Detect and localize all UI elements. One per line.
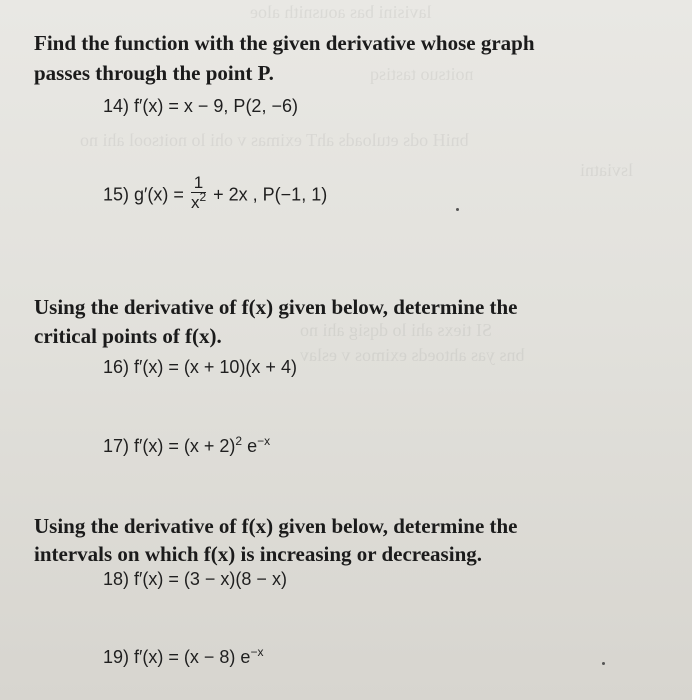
exponential-base: e bbox=[242, 436, 258, 456]
section1-heading-line2: passes through the point P. bbox=[34, 61, 274, 85]
section3-heading-line1: Using the derivative of f(x) given below, determine the bbox=[34, 514, 518, 538]
problem-number: 17) bbox=[103, 436, 130, 456]
problem-18 bbox=[103, 569, 287, 590]
problem-expression: f′(x) = (3 − x)(8 − x) bbox=[134, 569, 287, 589]
problem-16 bbox=[103, 357, 297, 378]
problem-number: 15) bbox=[103, 184, 130, 205]
problem-17 bbox=[103, 436, 270, 457]
exponent: −x bbox=[257, 434, 271, 448]
paper-speck bbox=[456, 208, 459, 211]
bleed-through-text: lsviatni bbox=[580, 160, 633, 180]
denominator-base: x bbox=[190, 193, 200, 212]
problem-expression: f′(x) = (x + 10)(x + 4) bbox=[134, 357, 297, 377]
problem-number: 14) bbox=[103, 96, 130, 116]
problem-number: 18) bbox=[103, 569, 130, 589]
problem-expression-lhs: f′(x) = (x − 8) e bbox=[134, 647, 251, 667]
problem-number: 19) bbox=[103, 647, 130, 667]
bleed-through-text: lavisini bas aousnith aloe bbox=[250, 2, 432, 22]
bleed-through-text: noitsuo tastisq bbox=[370, 64, 474, 84]
paper-speck bbox=[602, 662, 605, 665]
denominator-exponent: 2 bbox=[199, 190, 207, 204]
problem-number: 16) bbox=[103, 357, 130, 377]
exponent: −x bbox=[250, 645, 264, 659]
problem-expression-lhs: f′(x) = (x + 2) bbox=[134, 436, 236, 456]
section2-heading-line2: critical points of f(x). bbox=[34, 324, 222, 348]
exponent: 2 bbox=[235, 434, 243, 448]
section3-heading-line2: intervals on which f(x) is increasing or decreasing. bbox=[34, 542, 482, 566]
problem-expression: f′(x) = x − 9, P(2, −6) bbox=[134, 96, 298, 116]
fraction bbox=[191, 174, 206, 213]
bleed-through-text: bns yas ahtoeds eximos v eslav bbox=[300, 345, 525, 365]
bleed-through-text: SI tiexs ahi lo dqsig ahi no bbox=[300, 320, 492, 340]
bleed-through-text: bniH ods etuloads ahT eximas v ohi lo noitsool ahi no bbox=[80, 130, 469, 150]
section1-heading-line1: Find the function with the given derivative whose graph bbox=[34, 31, 535, 55]
problem-14 bbox=[103, 96, 298, 117]
problem-19 bbox=[103, 647, 263, 668]
problem-expression-rest: + 2x , P(−1, 1) bbox=[213, 184, 328, 205]
fraction-denominator bbox=[190, 190, 207, 213]
problem-expression-lhs: g′(x) = bbox=[134, 184, 184, 205]
fraction-numerator: 1 bbox=[191, 174, 206, 193]
section2-heading-line1: Using the derivative of f(x) given below, determine the bbox=[34, 295, 518, 319]
problem-15 bbox=[103, 173, 328, 215]
